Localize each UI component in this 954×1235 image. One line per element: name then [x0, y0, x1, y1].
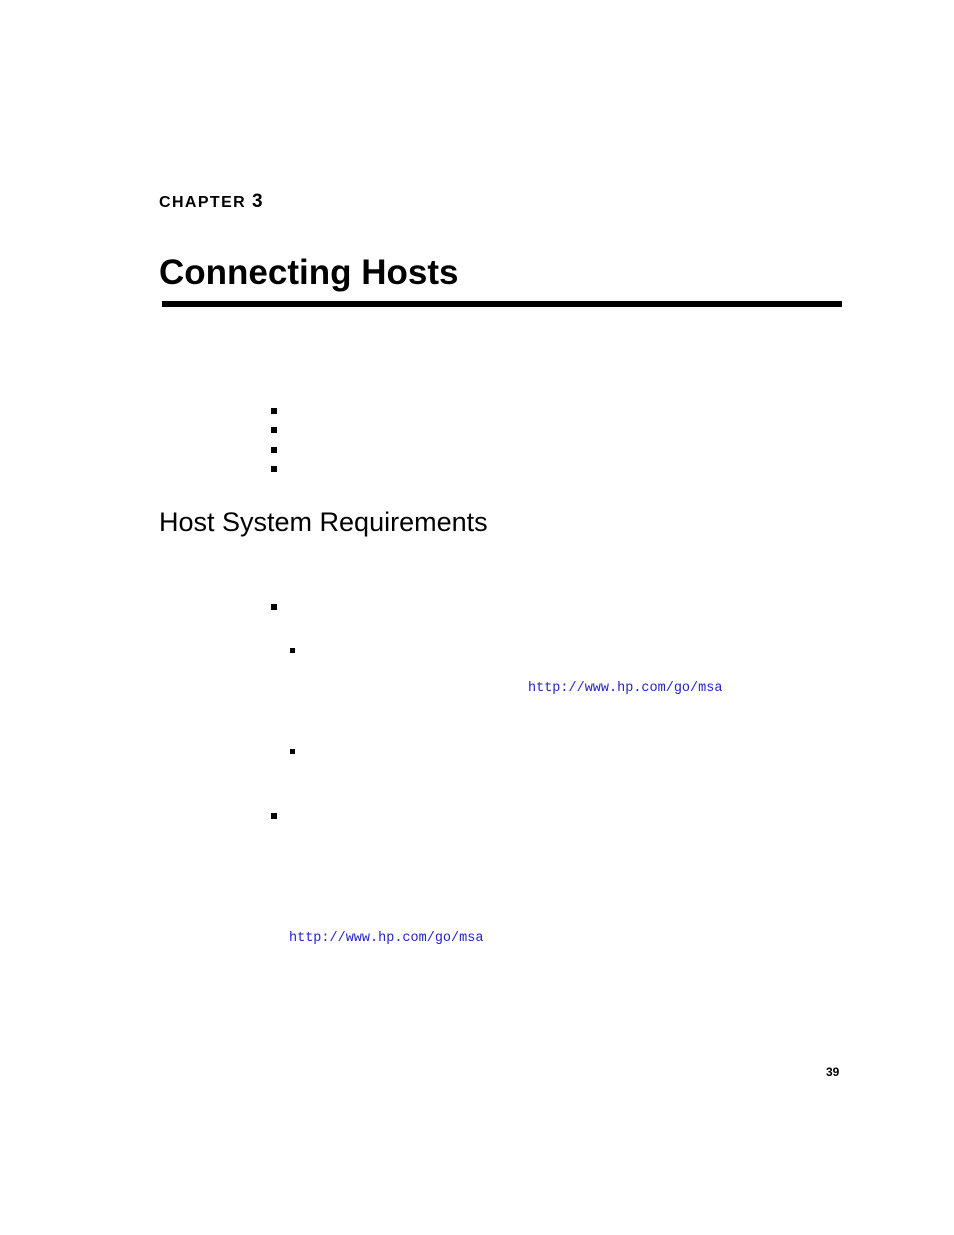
requirement-subbullet-1: [290, 648, 295, 653]
section-heading: Host System Requirements: [159, 507, 488, 537]
title-rule: [162, 301, 842, 307]
msa-link-2[interactable]: http://www.hp.com/go/msa: [289, 931, 484, 946]
chapter-label: [159, 192, 263, 213]
requirement-subbullet-2: [290, 749, 295, 754]
intro-bullet-4: [271, 466, 277, 472]
chapter-number: 3: [252, 191, 263, 212]
chapter-word: CHAPTER: [159, 194, 247, 211]
requirement-bullet-1: [271, 604, 277, 610]
requirement-bullet-2: [271, 813, 277, 819]
chapter-title: Connecting Hosts: [159, 253, 459, 292]
intro-bullet-3: [271, 447, 277, 453]
intro-bullet-2: [271, 427, 277, 433]
msa-link-1[interactable]: http://www.hp.com/go/msa: [528, 681, 723, 696]
intro-bullet-1: [271, 408, 277, 414]
page-number: 39: [826, 1065, 840, 1079]
